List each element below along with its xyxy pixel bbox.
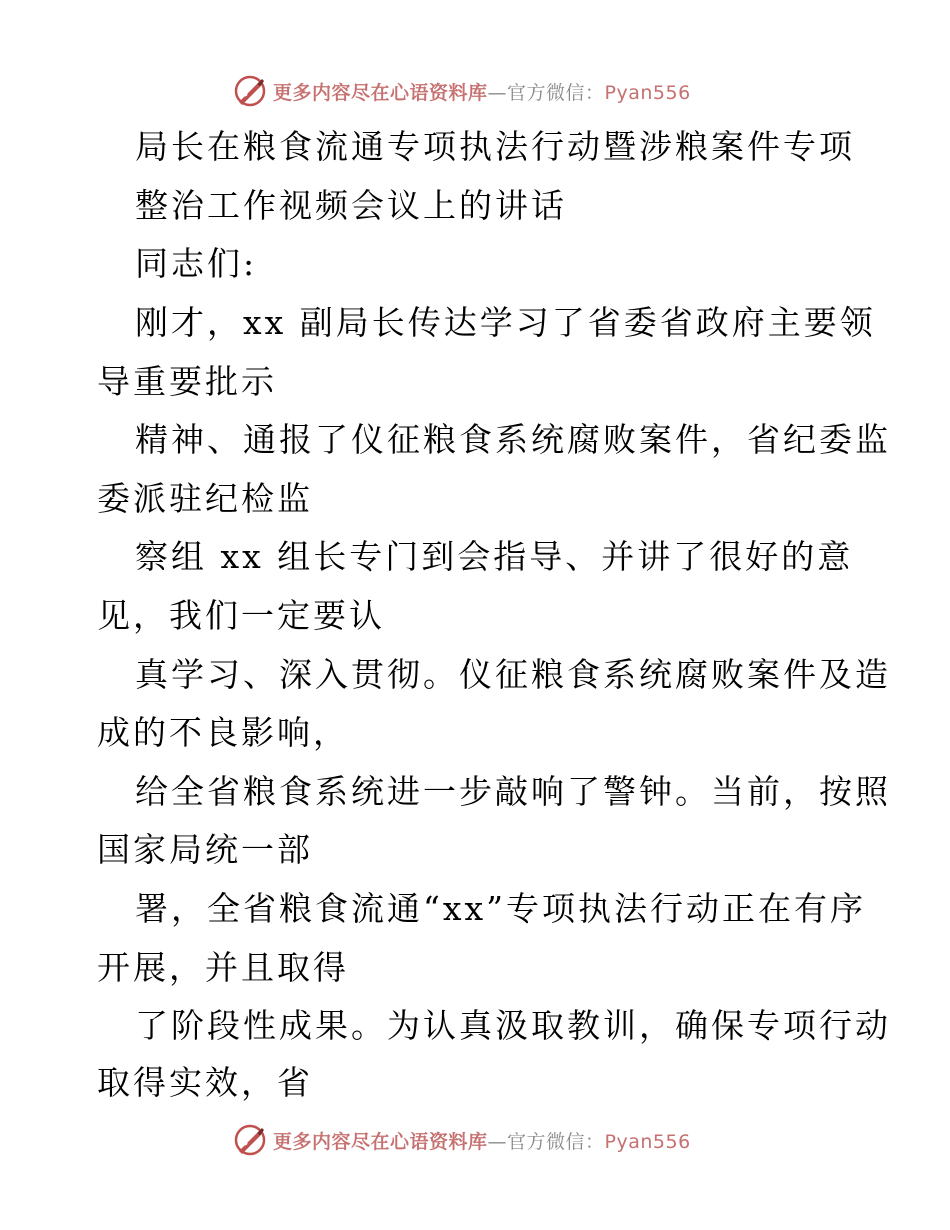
text-line: 给全省粮食系统进一步敲响了警钟。当前，按照 bbox=[135, 772, 891, 811]
pen-logo-icon bbox=[233, 74, 267, 108]
text-line: 了阶段性成果。为认真汲取教训，确保专项行动 bbox=[135, 1006, 891, 1045]
document-title-line-1: 局长在粮食流通专项执法行动暨涉粮案件专项 bbox=[135, 127, 855, 166]
banner-wechat-label: —官方微信： bbox=[487, 81, 605, 104]
text-line: 刚才，xx 副局长传达学习了省委省政府主要领 bbox=[135, 303, 876, 342]
text-line: 成的不良影响， bbox=[97, 713, 349, 752]
text-line: 委派驻纪检监 bbox=[97, 479, 313, 518]
footer-watermark-banner bbox=[0, 1120, 950, 1160]
text-line: 精神、通报了仪征粮食系统腐败案件，省纪委监 bbox=[135, 420, 891, 459]
text-line: 取得实效，省 bbox=[97, 1063, 313, 1102]
banner-wechat-id: Pyan556 bbox=[604, 1130, 691, 1153]
banner-wechat-label: —官方微信： bbox=[487, 1130, 605, 1153]
text-line: 见，我们一定要认 bbox=[97, 596, 385, 635]
text-line: 真学习、深入贯彻。仪征粮食系统腐败案件及造 bbox=[135, 655, 891, 694]
document-title-line-2: 整治工作视频会议上的讲话 bbox=[135, 186, 567, 225]
text-line: 开展，并且取得 bbox=[97, 948, 349, 987]
salutation: 同志们: bbox=[135, 244, 258, 283]
banner-wechat-id: Pyan556 bbox=[604, 81, 691, 104]
banner-title: 更多内容尽在心语资料库 bbox=[273, 81, 488, 104]
text-line: 国家局统一部 bbox=[97, 830, 313, 869]
header-watermark-banner bbox=[0, 71, 950, 111]
pen-logo-icon bbox=[233, 1123, 267, 1157]
banner-title: 更多内容尽在心语资料库 bbox=[273, 1130, 488, 1153]
text-line: 导重要批示 bbox=[97, 362, 277, 401]
text-line: 署，全省粮食流通“xx”专项执法行动正在有序 bbox=[135, 889, 866, 928]
text-line: 察组 xx 组长专门到会指导、并讲了很好的意 bbox=[135, 537, 854, 576]
